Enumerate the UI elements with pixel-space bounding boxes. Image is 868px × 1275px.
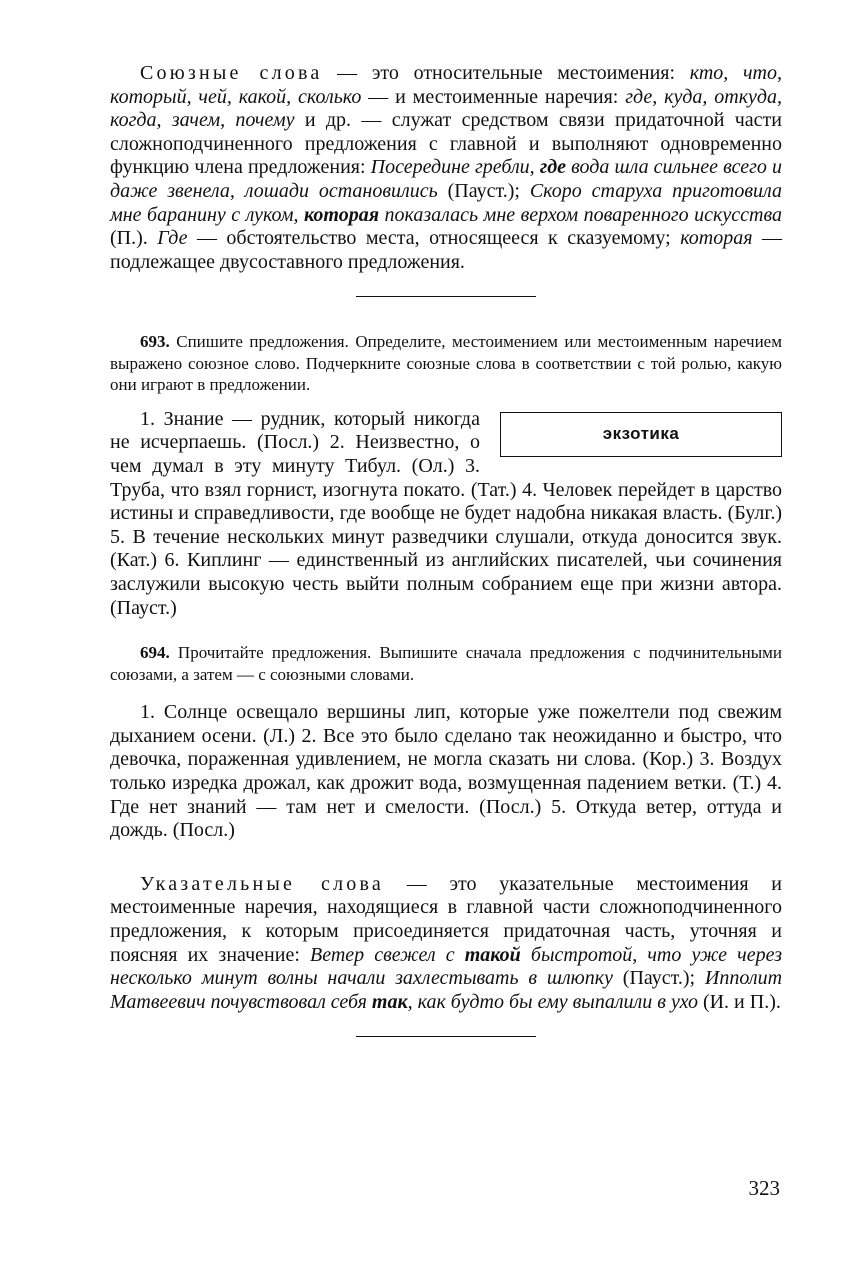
source: (П.). — [110, 227, 158, 250]
divider — [356, 296, 536, 297]
vocabulary-word: экзотика — [602, 424, 680, 444]
rule-conjunctive-words — [110, 62, 782, 274]
example-text: Ветер свежел с — [309, 943, 465, 966]
italic-text: которая — [680, 227, 753, 250]
italic-text: где, куда, откуда, когда, зачем, почему — [110, 85, 782, 132]
exercise-693-body — [110, 408, 782, 620]
text: и др. — служат средством связи придаточной части сложноподчиненного предложения с главной и выполняют одновременно функцию члена предложения: — [110, 109, 782, 179]
highlighted-word: так — [371, 990, 408, 1013]
example-text: быстротой, что уже через несколько минут волны начали захлестывать в шлюпку — [110, 943, 782, 990]
source: (Пауст.); — [613, 967, 705, 990]
exercise-693-task — [110, 331, 782, 396]
page-content — [110, 62, 782, 1037]
text: — это относительные местоимения: — [322, 62, 690, 84]
example-text: вода шла сильнее всего и даже звенела, лошади остановились — [110, 156, 782, 202]
example-text: Ипполит Матвеевич почувствовал себя — [110, 967, 783, 1013]
divider — [356, 1036, 536, 1037]
italic-text: кто, что, который, чей, какой, сколько — [110, 62, 782, 108]
task-text: Прочитайте предложения. Выпишите сначала предложения с подчинительными союзами, а затем — с союзными словами. — [110, 643, 782, 684]
text: — обстоятельство места, относящееся к сказуемому; — [187, 227, 681, 250]
example-text: , как будто бы ему выпалили в ухо — [407, 990, 698, 1013]
highlighted-word: где — [539, 156, 566, 179]
page-number: 323 — [748, 1176, 780, 1200]
example-text: Скоро старуха приготовила мне баранину с луком, — [110, 179, 783, 226]
text: — это указательные местоимения и местоименные наречия, находящиеся в главной части сложноподчиненного предложения, к которым присоединяется придаточная часть, уточняя и поясняя их значение: — [110, 872, 782, 966]
highlighted-word: такой — [464, 943, 521, 966]
highlighted-word: которая — [304, 203, 380, 226]
task-text: Спишите предложения. Определите, местоимением или местоименным наречием выражено союзное слово. Подчеркните союзные слова в соответствии с той ролью, какую они играют в предложении. — [110, 332, 782, 395]
example-text: показалась мне верхом поваренного искусства — [379, 203, 782, 226]
exercise-693-sentences: 1. Знание — рудник, который никогда не исчерпаешь. (Посл.) 2. Неизвестно, о чем думал в эту минуту Тибул. (Ол.) 3. Труба, что взял горнист, изогнута покато. (Тат.) 4. Человек перейдет в царство истины и справедливости, где вообще не будет надобна никакая власть. (Булг.) 5. В течение нескольких минут разведчики слушали, откуда доносится звук. (Кат.) 6. Киплинг — единственный из английских писателей, чьи сочинения заслужили высокую честь выйти полным собранием еще при жизни автора. (Пауст.) — [110, 407, 782, 619]
term-conjunctive-words: Союзные слова — [140, 62, 323, 84]
term-demonstrative-words: Указательные слова — [140, 872, 384, 895]
exercise-number: 693. — [140, 332, 170, 352]
text: — подлежащее двусоставного предложения. — [110, 227, 783, 273]
exercise-694-task — [110, 642, 782, 685]
exercise-number: 694. — [140, 643, 170, 663]
example-text: Посередине гребли, — [370, 156, 540, 179]
exercise-694-sentences: 1. Солнце освещало вершины лип, которые уже пожелтели под свежим дыханием осени. (Л.) 2. Все это было сделано так неожиданно и быстро, что девочка, пораженная удивлением, не могла сказать ни слова. (Кор.) 3. Воздух только изредка дрожал, как дрожит вода, возмущенная падением ветки. (Т.) 4. Где нет знаний — там нет и смелости. (Посл.) 5. Откуда ветер, оттуда и дождь. (Посл.) — [110, 701, 782, 842]
rule-demonstrative-words — [110, 873, 782, 1015]
italic-text: Где — [157, 227, 188, 250]
source: (Пауст.); — [437, 179, 530, 202]
source: (И. и П.). — [697, 990, 781, 1013]
vocabulary-box — [500, 412, 782, 457]
text: — и местоименные наречия: — [361, 85, 626, 108]
